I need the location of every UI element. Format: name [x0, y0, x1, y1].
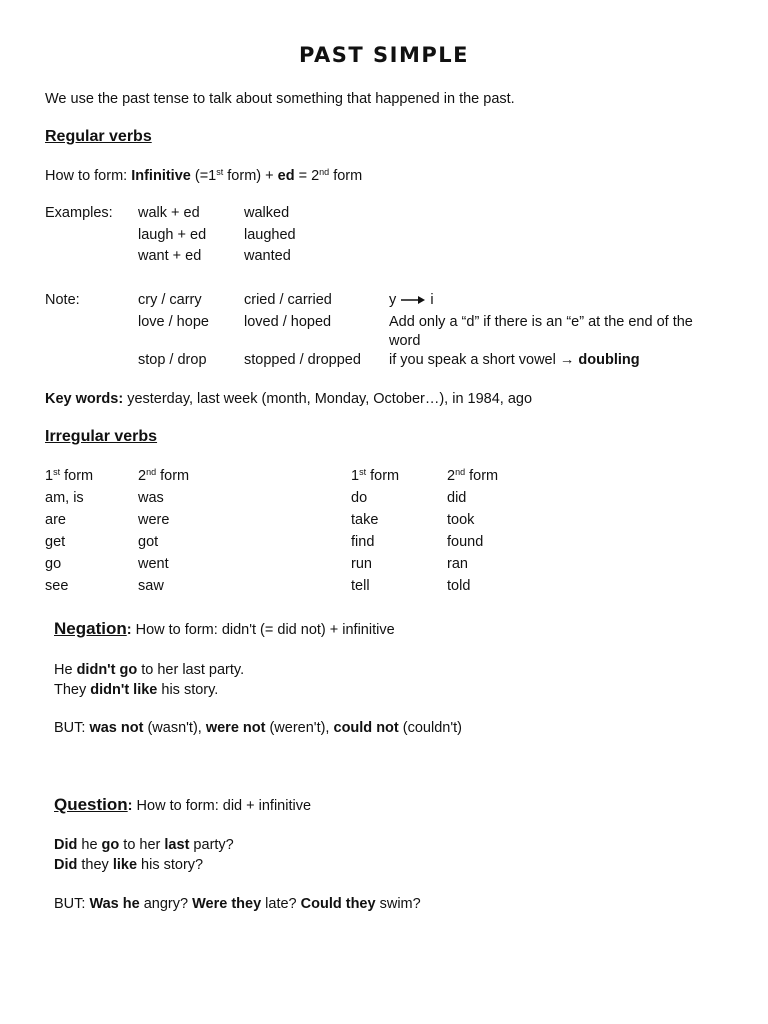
example-verb: walk + ed	[138, 205, 200, 221]
irregular-first-form: see	[45, 578, 69, 594]
question-example	[54, 836, 234, 854]
col-text: form	[60, 468, 94, 484]
bold-text: go	[101, 837, 120, 853]
note-past: loved / hoped	[244, 314, 332, 330]
note-rule-add-d: Add only a “d” if there is an “e” at the end of the	[389, 314, 693, 330]
text: his story.	[157, 682, 219, 698]
irregular-first-form: find	[351, 534, 375, 550]
irregular-verbs-heading: Irregular verbs	[45, 428, 158, 445]
page-title: PAST SIMPLE	[299, 43, 469, 67]
col-num: 2	[447, 468, 456, 484]
col-text: form	[366, 468, 400, 484]
rule-doubling-bold: doubling	[578, 352, 640, 368]
irregular-second-form: was	[138, 490, 164, 506]
negation-heading-line	[54, 620, 395, 639]
irregular-first-form: are	[45, 512, 66, 528]
example-past: wanted	[244, 248, 291, 264]
bold-text: Were they	[192, 896, 262, 912]
text: angry?	[139, 896, 193, 912]
bold-text: didn't like	[90, 682, 158, 698]
irregular-first-form: tell	[351, 578, 370, 594]
bold-text: like	[112, 857, 138, 873]
but-label: BUT:	[54, 896, 90, 912]
irregular-second-form: did	[447, 490, 467, 506]
col-num: 1	[45, 468, 54, 484]
key-words	[45, 390, 532, 408]
col-header-second-form	[138, 467, 189, 485]
example-verb: want + ed	[138, 248, 202, 264]
text: (couldn't)	[398, 720, 462, 736]
text: his story?	[137, 857, 204, 873]
bold-text: last	[164, 837, 190, 853]
irregular-second-form: told	[447, 578, 471, 594]
form-eq2: = 2	[294, 168, 320, 184]
irregular-second-form: ran	[447, 556, 468, 572]
irregular-second-form: found	[447, 534, 484, 550]
irregular-first-form: get	[45, 534, 66, 550]
example-past: laughed	[244, 227, 296, 243]
text: He	[54, 662, 77, 678]
irregular-first-form: take	[351, 512, 379, 528]
irregular-second-form: were	[138, 512, 170, 528]
irregular-first-form: run	[351, 556, 372, 572]
irregular-first-form: do	[351, 490, 368, 506]
col-num: 1	[351, 468, 360, 484]
text: he	[77, 837, 102, 853]
irregular-second-form: took	[447, 512, 475, 528]
negation-example	[54, 661, 244, 679]
col-text: form	[156, 468, 190, 484]
negation-colon: :	[126, 622, 132, 638]
text: They	[54, 682, 91, 698]
note-past: cried / carried	[244, 292, 332, 308]
bold-text: Did	[54, 837, 78, 853]
form-eq1: (=1	[190, 168, 217, 184]
negation-example	[54, 681, 218, 699]
question-example	[54, 856, 203, 874]
note-rule-y-to-i	[389, 291, 434, 309]
examples-label: Examples:	[45, 205, 113, 221]
bold-text: could not	[333, 720, 399, 736]
irregular-second-form: got	[138, 534, 159, 550]
regular-form-rule	[45, 167, 362, 185]
irregular-first-form: am, is	[45, 490, 84, 506]
form-infinitive: Infinitive	[131, 168, 191, 184]
rule-y: y	[389, 292, 397, 308]
bold-text: Could they	[300, 896, 376, 912]
negation-form: How to form: didn't (= did not) + infinitive	[131, 622, 395, 638]
note-rule-add-d-cont: word	[389, 333, 421, 349]
negation-but	[54, 719, 462, 737]
text: to her last party.	[137, 662, 245, 678]
form-sup2: nd	[319, 167, 330, 177]
question-form: How to form: did + infinitive	[132, 798, 312, 814]
col-sup: st	[359, 467, 367, 477]
col-header-second-form	[447, 467, 498, 485]
bold-text: Did	[54, 857, 78, 873]
text: (wasn't),	[143, 720, 206, 736]
irregular-first-form: go	[45, 556, 62, 572]
question-colon: :	[127, 798, 133, 814]
key-words-list: yesterday, last week (month, Monday, October…), in 1984, ago	[123, 391, 533, 407]
col-num: 2	[138, 468, 147, 484]
col-sup: nd	[146, 467, 157, 477]
text: (weren't),	[265, 720, 334, 736]
right-arrow-icon	[400, 295, 426, 305]
key-words-label: Key words:	[45, 391, 124, 407]
note-verb: cry / carry	[138, 292, 202, 308]
irregular-second-form: went	[138, 556, 169, 572]
note-verb: love / hope	[138, 314, 209, 330]
col-text: form	[465, 468, 499, 484]
bold-text: was not	[89, 720, 144, 736]
text: party?	[189, 837, 234, 853]
col-sup: st	[53, 467, 61, 477]
rule-doubling-text: if you speak a short vowel →	[389, 352, 579, 368]
bold-text: didn't go	[76, 662, 138, 678]
note-rule-doubling	[389, 351, 640, 369]
rule-i: i	[430, 292, 434, 308]
intro-text: We use the past tense to talk about something that happened in the past.	[45, 91, 515, 107]
text: swim?	[375, 896, 421, 912]
example-verb: laugh + ed	[138, 227, 207, 243]
note-past: stopped / dropped	[244, 352, 361, 368]
col-header-first-form	[351, 467, 399, 485]
text: late?	[261, 896, 301, 912]
form-sup1: st	[216, 167, 224, 177]
form-mid: form) +	[223, 168, 278, 184]
irregular-second-form: saw	[138, 578, 164, 594]
question-heading: Question	[54, 795, 128, 814]
example-past: walked	[244, 205, 290, 221]
note-label: Note:	[45, 292, 80, 308]
question-but	[54, 895, 421, 913]
note-verb: stop / drop	[138, 352, 207, 368]
text: to her	[119, 837, 165, 853]
col-sup: nd	[455, 467, 466, 477]
text: they	[77, 857, 113, 873]
form-ed: ed	[277, 168, 295, 184]
bold-text: Was he	[89, 896, 140, 912]
form-end: form	[329, 168, 363, 184]
regular-verbs-heading: Regular verbs	[45, 128, 152, 145]
form-prefix: How to form:	[45, 168, 132, 184]
bold-text: were not	[205, 720, 266, 736]
negation-heading: Negation	[54, 619, 127, 638]
col-header-first-form	[45, 467, 93, 485]
but-label: BUT:	[54, 720, 90, 736]
question-heading-line	[54, 796, 311, 815]
